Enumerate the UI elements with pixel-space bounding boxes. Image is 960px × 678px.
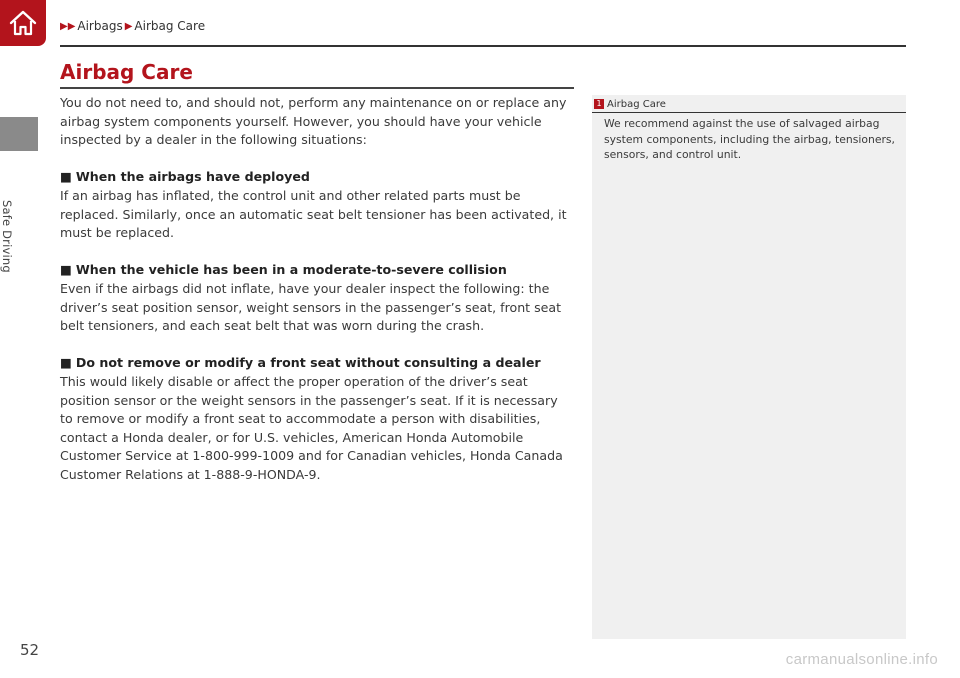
section-heading-text: When the vehicle has been in a moderate-to-severe collision bbox=[75, 262, 507, 278]
watermark: carmanualsonline.info bbox=[785, 651, 938, 668]
section-label: Safe Driving bbox=[0, 200, 14, 273]
header-divider bbox=[60, 45, 906, 47]
breadcrumb-arrow-icon: ▶▶ bbox=[60, 20, 76, 32]
breadcrumb-item-airbags[interactable]: Airbags bbox=[77, 19, 123, 33]
section-body: If an airbag has inflated, the control unit and other related parts must be replaced. Similarly, once an automatic seat belt tensioner has been activated, it must be replaced. bbox=[60, 187, 567, 241]
section-heading-text: Do not remove or modify a front seat without consulting a dealer bbox=[75, 355, 541, 371]
note-text: We recommend against the use of salvaged airbag system components, including the airbag, tensioners, sensors, and control unit. bbox=[604, 117, 895, 161]
page-number: 52 bbox=[20, 641, 40, 659]
section-heading bbox=[60, 261, 574, 280]
section-tab-marker bbox=[0, 117, 38, 151]
side-note-panel bbox=[592, 95, 906, 639]
section-body: Even if the airbags did not inflate, have your dealer inspect the following: the driver’s seat position sensor, weight sensors in the passenger’s seat, front seat belt tensioners, and each seat belt that was worn during the crash. bbox=[60, 280, 562, 334]
home-icon bbox=[8, 9, 38, 37]
title-divider bbox=[60, 87, 574, 89]
main-content bbox=[60, 94, 574, 484]
note-marker-icon: 1 bbox=[594, 99, 604, 109]
breadcrumb-arrow-icon: ▶ bbox=[124, 20, 133, 32]
section-body: This would likely disable or affect the proper operation of the driver’s seat position sensor or the weight sensors in the passenger’s seat. If it is necessary to remove or modify a front seat to accommodate a person with disabilities, contact a Honda dealer, or for U.S. vehicles, American Honda Automobile Customer Service at 1-800-999-1009 and for Canadian vehicles, Honda Canada Customer Relations at 1-888-9-HONDA-9. bbox=[60, 373, 563, 482]
intro-paragraph: You do not need to, and should not, perform any maintenance on or replace any airbag system components yourself. However, you should have your vehicle inspected by a dealer in the following situations: bbox=[60, 95, 567, 148]
square-bullet-icon: ■ bbox=[60, 355, 72, 371]
square-bullet-icon: ■ bbox=[60, 169, 72, 185]
page-title: Airbag Care bbox=[60, 60, 193, 84]
home-button[interactable] bbox=[0, 0, 46, 46]
note-header bbox=[592, 96, 906, 113]
section-heading-text: When the airbags have deployed bbox=[75, 169, 310, 185]
breadcrumb-item-airbag-care[interactable]: Airbag Care bbox=[134, 19, 206, 33]
breadcrumb bbox=[60, 19, 205, 33]
section-heading bbox=[60, 168, 574, 187]
square-bullet-icon: ■ bbox=[60, 262, 72, 278]
section-heading bbox=[60, 354, 574, 373]
note-title: Airbag Care bbox=[607, 98, 666, 110]
